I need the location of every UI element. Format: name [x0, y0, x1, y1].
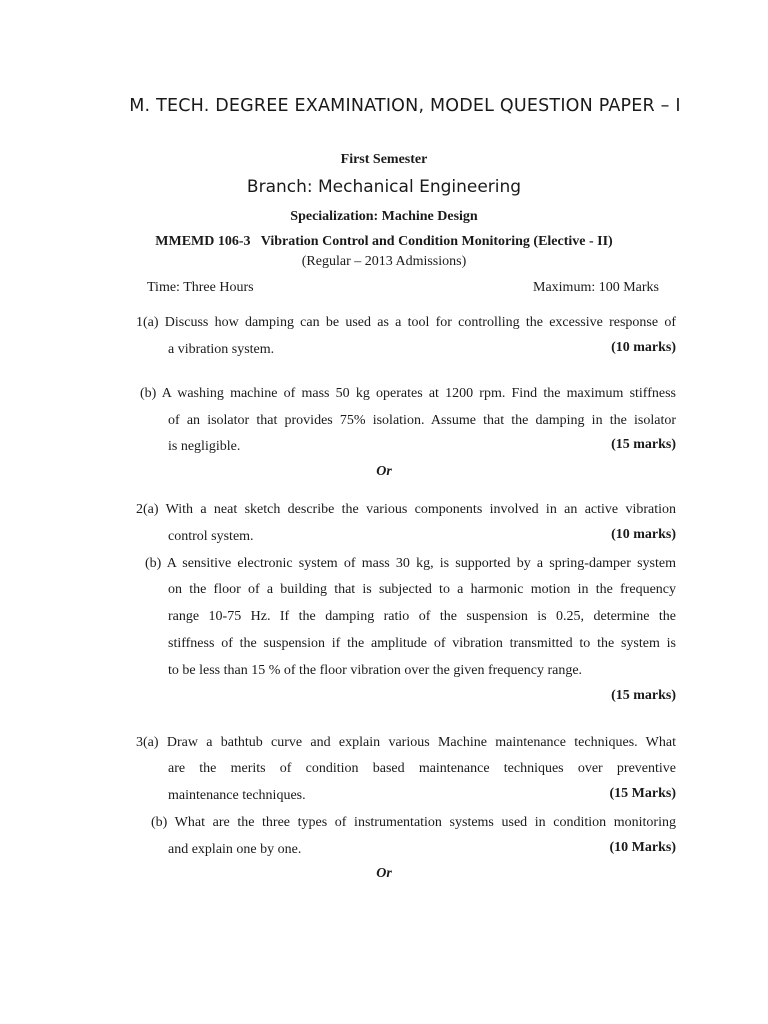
q2b-line-3: range 10-75 Hz. If the damping ratio of the suspension is 0.25, determine the — [168, 609, 676, 624]
q1b-line-2: of an isolator that provides 75% isolation. Assume that the damping in the isolator — [168, 413, 676, 428]
or-separator-2: Or — [376, 866, 392, 881]
time-label: Time: Three Hours — [147, 280, 254, 295]
q2b-line-4: stiffness of the suspension if the amplitude of vibration transmitted to the system is — [168, 636, 676, 651]
q3b-line-1: (b) What are the three types of instrumentation systems used in condition monitoring — [151, 815, 676, 830]
specialization-label: Specialization: Machine Design — [290, 209, 478, 224]
course-title: MMEMD 106-3 Vibration Control and Condition Monitoring (Elective - II) — [155, 234, 613, 249]
or-separator-1: Or — [376, 464, 392, 479]
q1b-marks: (15 marks) — [611, 437, 676, 452]
regulation-label: (Regular – 2013 Admissions) — [301, 254, 467, 269]
q3a-line-2: are the merits of condition based maintenance techniques over preventive — [168, 761, 676, 776]
q3b-marks: (10 Marks) — [609, 840, 676, 855]
q2a-line-1: 2(a) With a neat sketch describe the various components involved in an active vibration — [136, 502, 676, 517]
branch-label: Branch: Mechanical Engineering — [246, 177, 522, 197]
q1a-marks: (10 marks) — [611, 340, 676, 355]
q2b-line-2: on the floor of a building that is subjected to a harmonic motion in the frequency — [168, 582, 676, 597]
q2b-line-5: to be less than 15 % of the floor vibration over the given frequency range. — [168, 663, 583, 678]
q2b-marks: (15 marks) — [611, 688, 676, 703]
q3b-line-2: and explain one by one. — [168, 842, 302, 857]
paper-title: M. TECH. DEGREE EXAMINATION, MODEL QUESTION PAPER – I — [129, 96, 681, 116]
q1a-line-2: a vibration system. — [168, 342, 275, 357]
q3a-marks: (15 Marks) — [609, 786, 676, 801]
q1a-line-1: 1(a) Discuss how damping can be used as a tool for controlling the excessive response of — [136, 315, 676, 330]
q2a-marks: (10 marks) — [611, 527, 676, 542]
q2a-line-2: control system. — [168, 529, 254, 544]
semester-label: First Semester — [340, 152, 428, 167]
q3a-line-3: maintenance techniques. — [168, 788, 306, 803]
q1b-line-1: (b) A washing machine of mass 50 kg operates at 1200 rpm. Find the maximum stiffness — [140, 386, 676, 401]
q3a-line-1: 3(a) Draw a bathtub curve and explain various Machine maintenance techniques. What — [136, 735, 676, 750]
q1b-line-3: is negligible. — [168, 439, 241, 454]
q2b-line-1: (b) A sensitive electronic system of mass 30 kg, is supported by a spring-damper system — [145, 556, 676, 571]
max-marks-label: Maximum: 100 Marks — [533, 280, 659, 295]
